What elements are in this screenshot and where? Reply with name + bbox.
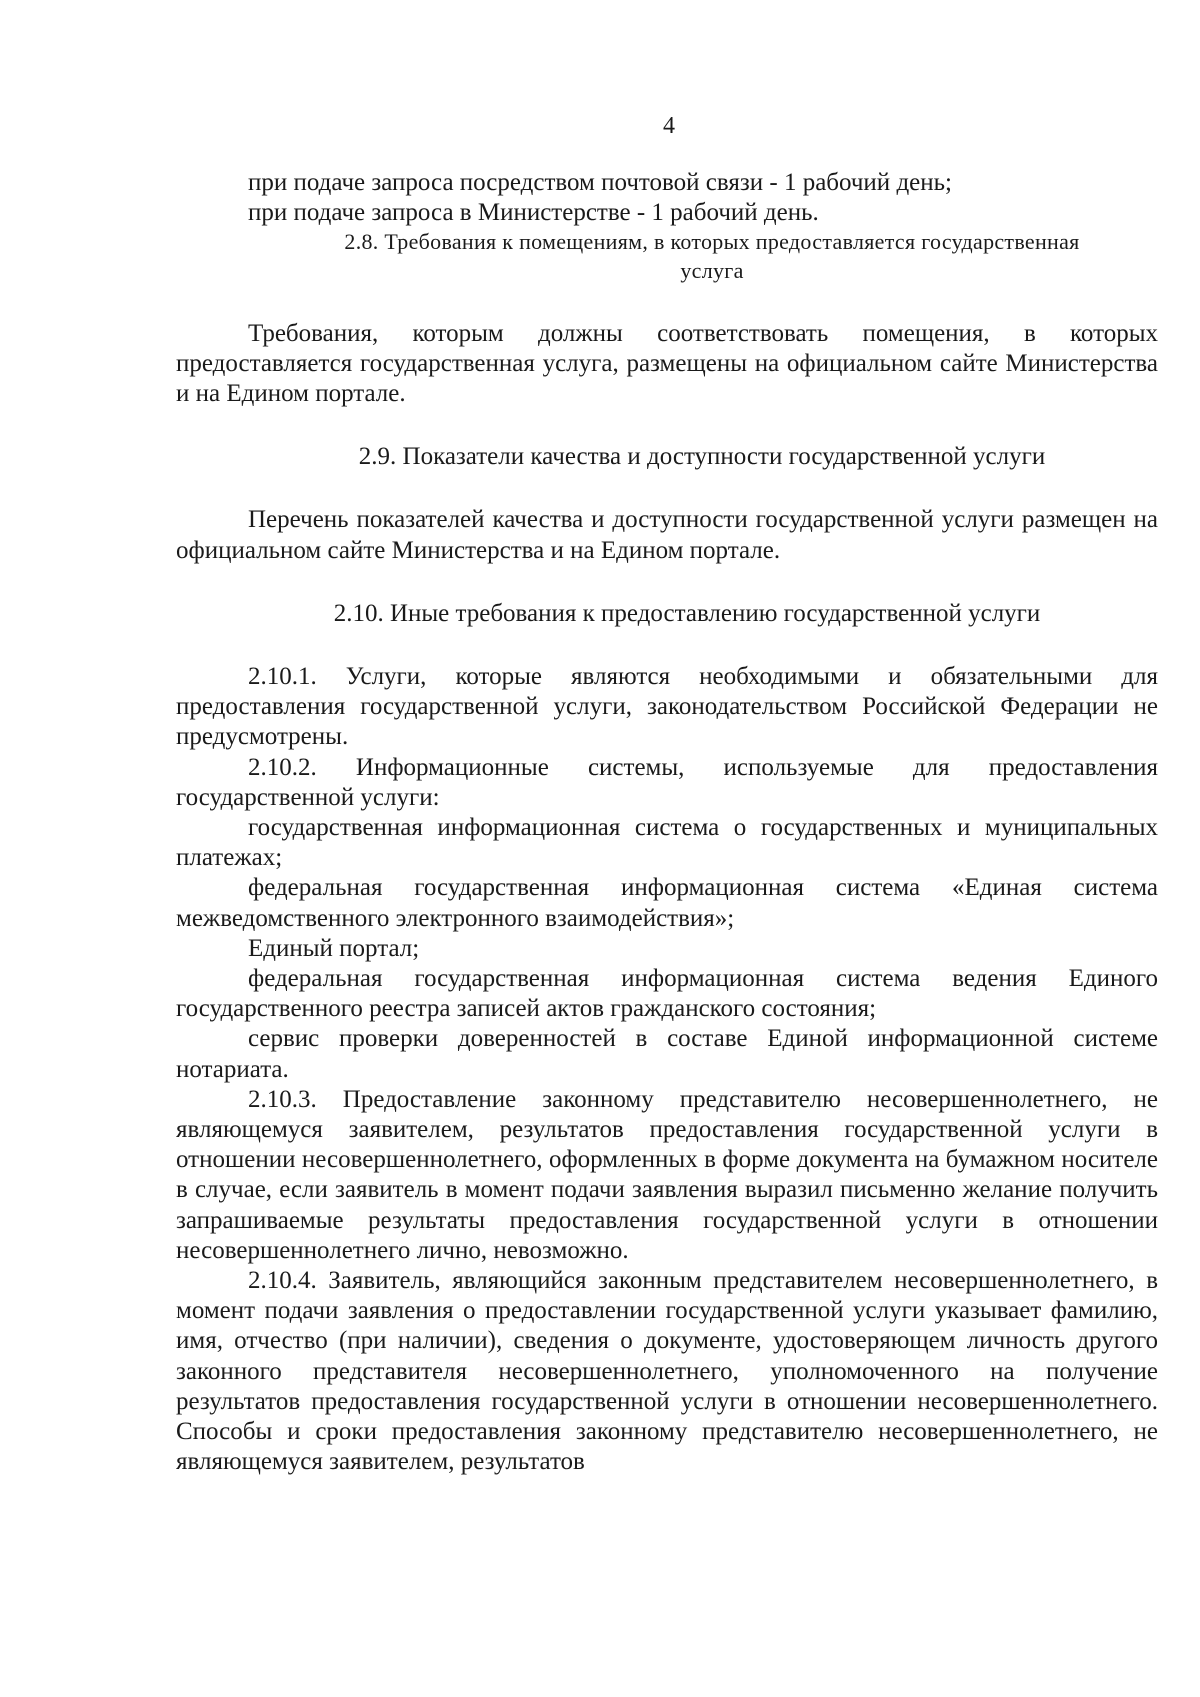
paragraph-2-10-2: 2.10.2. Информационные системы, используемые для предоставления государственной услуги: — [176, 753, 1158, 811]
paragraph-2-10-3: 2.10.3. Предоставление законному представителю несовершеннолетнего, не являющемуся заявителем, результатов предоставления государственной услуги в отношении несовершеннолетнего, оформленных в форме документа на бумажном носителе в случае, если заявитель в момент подачи заявления выразил письменно желание получить запрашиваемые результаты предоставления государственной услуги в отношении несовершеннолетнего лично, невозможно. — [176, 1085, 1158, 1264]
list-item-system-smev: федеральная государственная информационная система «Единая система межведомственного электронного взаимодействия»; — [176, 874, 1158, 932]
section-heading-2-8: 2.8. Требования к помещениям, в которых предоставляется государственная услуга — [344, 229, 1080, 283]
paragraph-2-10-4: 2.10.4. Заявитель, являющийся законным представителем несовершеннолетнего, в момент подачи заявления о предоставлении государственной услуги указывает фамилию, имя, отчество (при наличии), сведения о документе, удостоверяющем личность другого законного представителя несовершеннолетнего, уполномоченного на получение результатов предоставления государственной услуги в отношении несовершеннолетнего. Способы и сроки предоставления законному представителю несовершеннолетнего, не являющемуся заявителем, результатов — [176, 1267, 1158, 1476]
document-body — [176, 168, 1158, 1478]
section-heading-2-10: 2.10. Иные требования к предоставлению государственной услуги — [333, 599, 1041, 627]
paragraph-2-9: Перечень показателей качества и доступности государственной услуги размещен на официальном сайте Министерства и на Едином портале. — [176, 506, 1158, 564]
paragraph-2-8: Требования, которым должны соответствовать помещения, в которых предоставляется государственная услуга, размещены на официальном сайте Министерства и на Едином портале. — [176, 319, 1158, 407]
paragraph-ministry-request: при подаче запроса в Министерстве - 1 рабочий день. — [248, 199, 819, 227]
list-item-system-portal: Единый портал; — [248, 934, 420, 962]
paragraph-2-10-1: 2.10.1. Услуги, которые являются необходимыми и обязательными для предоставления государственной услуги, законодательством Российской Федерации не предусмотрены. — [176, 663, 1158, 751]
list-item-system-payments: государственная информационная система о государственных и муниципальных платежах; — [176, 814, 1158, 872]
list-item-system-zags: федеральная государственная информационная система ведения Единого государственного реестра записей актов гражданского состояния; — [176, 965, 1158, 1023]
list-item-system-notary: сервис проверки доверенностей в составе Единой информационной системе нотариата. — [176, 1025, 1158, 1083]
paragraph-postal-request: при подаче запроса посредством почтовой связи - 1 рабочий день; — [248, 169, 952, 196]
page-number: 4 — [663, 113, 675, 139]
section-heading-2-9: 2.9. Показатели качества и доступности государственной услуги — [358, 443, 1046, 471]
